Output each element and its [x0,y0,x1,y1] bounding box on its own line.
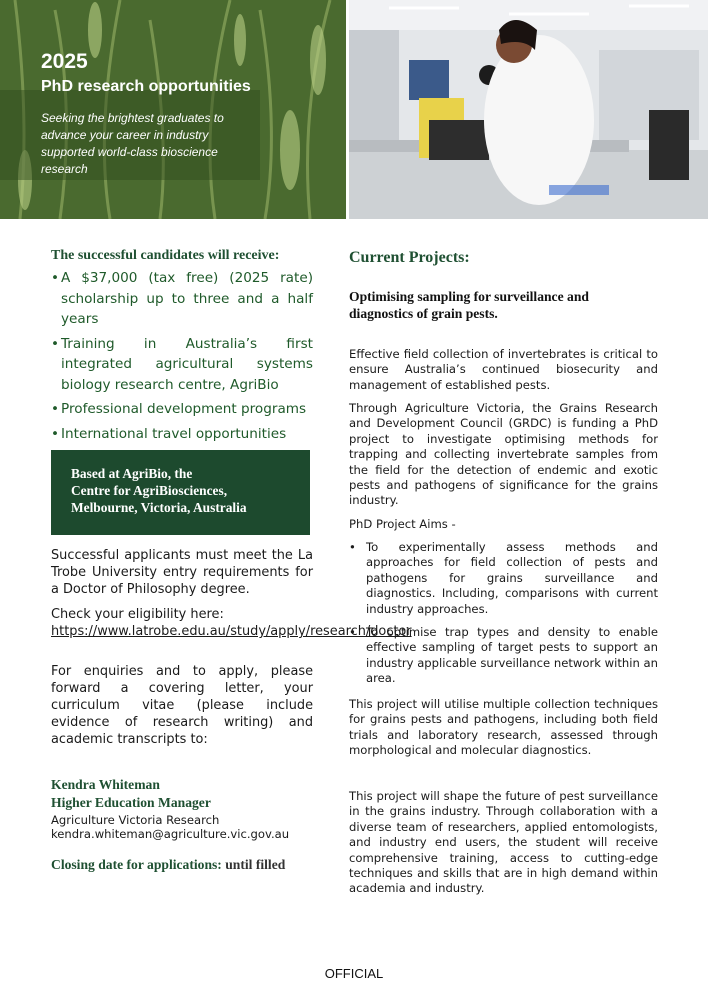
project-aim-item: • To optimise trap types and density to enable effective sampling of target pests to support an industry applicable surveillance network within an area. [349,625,658,687]
benefit-item-training: • Training in Australia’s first integrated agricultural systems biology research centre, AgriBio [51,334,313,396]
closing-date [51,857,291,872]
project-paragraph-1: Effective field collection of invertebrates is critical to ensure Australia’s continued biosecurity and management of established pests. [349,347,658,392]
contact-role: Higher Education Manager [51,795,211,810]
wheat-field-image [0,0,346,219]
eligibility-section [51,606,412,640]
projects-heading: Current Projects: [349,249,470,266]
eligibility-link[interactable]: https://www.latrobe.edu.au/study/apply/research/doctor [51,624,412,639]
closing-value: until filled [225,857,286,872]
location-line-2: Centre for AgriBiosciences, [71,483,228,498]
hero-title: PhD research opportunities [41,78,251,95]
contact-organisation: Agriculture Victoria Research [51,813,220,827]
project-paragraph-4: This project will shape the future of pest surveillance in the grains industry. Through collaboration with a diverse team of researchers, applied entomologists, and industry end users, the student will receive comprehensive training, access to cutting-edge techniques and skills that are in high demand within academia and industry. [349,789,658,896]
project-aim-item: • To experimentally assess methods and approaches for field collection of pests and pathogens for grains surveillance and diagnostics. Including, comparisons with current industry approaches. [349,540,658,617]
entry-requirements: Successful applicants must meet the La Trobe University entry requirements for a Doctor of Philosophy degree. [51,548,313,597]
benefits-heading: The successful candidates will receive: [51,248,280,263]
closing-label: Closing date for applications: [51,857,222,872]
benefit-item-development: • Professional development programs [51,399,313,420]
benefit-item-travel: • International travel opportunities [51,424,313,445]
location-line-3: Melbourne, Victoria, Australia [71,500,247,515]
hero-subtitle: Seeking the brightest graduates to advance your career in industry supported world-class bioscience research [41,111,224,176]
enquiries-text: For enquiries and to apply, please forward a covering letter, your curriculum vitae (please include evidence of research writing) and academic transcripts to: [51,664,313,747]
classification-footer: OFFICIAL [324,966,384,981]
eligibility-label: Check your eligibility here: [51,607,224,622]
project-paragraph-3: This project will utilise multiple collection techniques for grains pests and pathogens, including both field trials and laboratory research, assessed through morphological and molecular diagnostics. [349,697,658,758]
location-line-1: Based at AgriBio, the [71,466,193,481]
project-aims-list [349,540,658,695]
contact-email[interactable]: kendra.whiteman@agriculture.vic.gov.au [51,827,290,841]
project-paragraph-2: Through Agriculture Victoria, the Grains Research and Development Council (GRDC) is funding a PhD project to investigate optimising methods for trapping and collecting invertebrate samples from the field for the detection of endemic and exotic pests and pathogens of significance for the grains industry. [349,401,658,508]
contact-name: Kendra Whiteman [51,777,160,792]
laboratory-photo [349,0,708,219]
benefits-list [51,268,313,448]
location-box [51,450,310,535]
project-title: Optimising sampling for surveillance and diagnostics of grain pests. [349,289,589,321]
project-aims-label: PhD Project Aims - [349,517,456,531]
hero-banner [0,0,708,219]
lab-illustration [349,0,708,219]
hero-year: 2025 [41,50,88,73]
benefit-item-scholarship: • A $37,000 (tax free) (2025 rate) scholarship up to three and a half years [51,268,313,330]
